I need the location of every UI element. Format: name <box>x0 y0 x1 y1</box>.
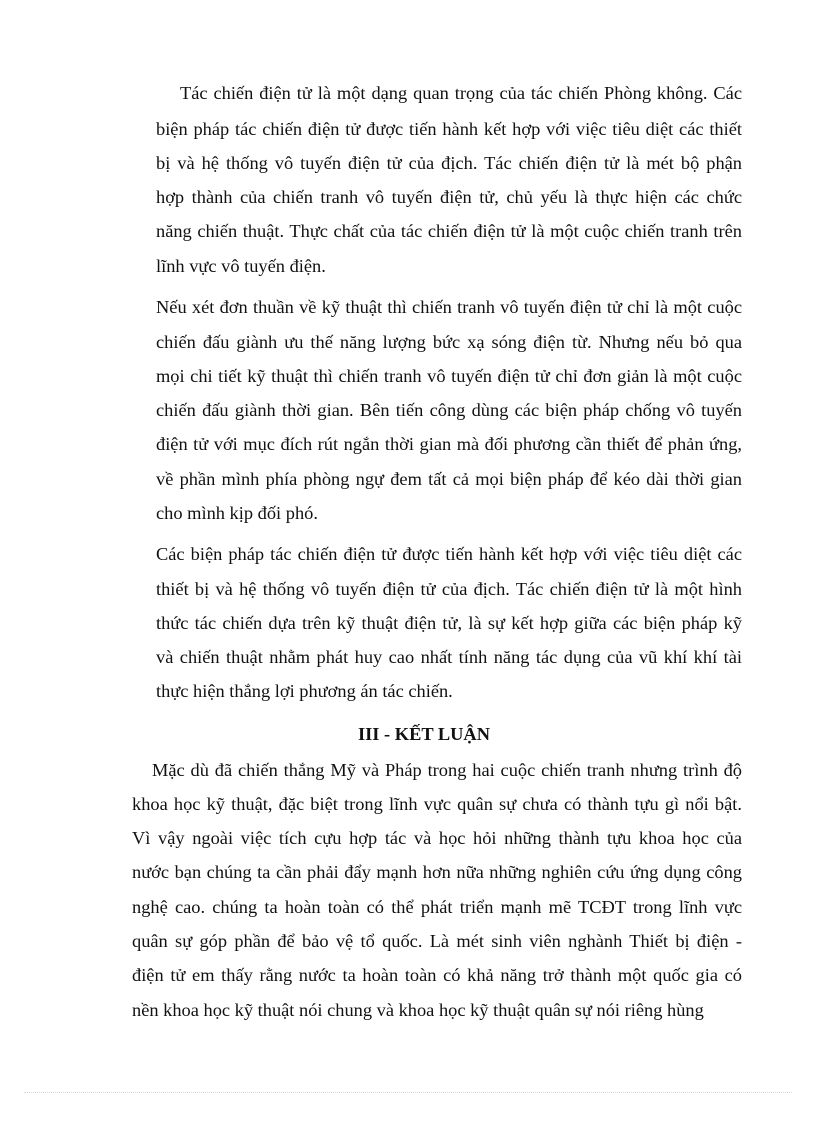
text-line: nước bạn chúng ta cần phải đẩy mạnh hơn nữa những nghiên cứu ứng dụng công <box>132 862 742 882</box>
text-line: khoa học kỹ thuật, đặc biệt trong lĩnh vực quân sự chưa có thành tựu gì nổi bật. <box>132 794 742 814</box>
text-line: thiết bị và hệ thống vô tuyến điện tử của địch. Tác chiến điện tử là một hình <box>156 579 742 599</box>
text-line: Tác chiến điện tử là một dạng quan trọng của tác chiến Phòng không. Các <box>180 83 742 103</box>
text-line: thức tác chiến dựa trên kỹ thuật điện tử, là sự kết hợp giữa các biện pháp kỹ <box>156 613 742 633</box>
text-line: mọi chi tiết kỹ thuật thì chiến tranh vô tuyến điện tử chỉ đơn giản là một cuộc <box>156 366 742 386</box>
text-line: chiến đấu giành thời gian. Bên tiến công dùng các biện pháp chống vô tuyến <box>156 400 742 420</box>
text-line: nền khoa học kỹ thuật nói chung và khoa học kỹ thuật quân sự nói riêng hùng <box>132 1000 704 1020</box>
text-line: bị và hệ thống vô tuyến điện tử của địch. Tác chiến điện tử là mét bộ phận <box>156 153 742 173</box>
text-line: chiến đấu giành ưu thế năng lượng bức xạ sóng điện từ. Nhưng nếu bỏ qua <box>156 332 742 352</box>
text-line: Mặc dù đã chiến thắng Mỹ và Pháp trong hai cuộc chiến tranh nhưng trình độ <box>152 760 742 780</box>
text-line: Vì vậy ngoài việc tích cựu hợp tác và học hỏi những thành tựu khoa học của <box>132 828 742 848</box>
text-line: cho mình kịp đối phó. <box>156 503 318 523</box>
text-line: Các biện pháp tác chiến điện tử được tiến hành kết hợp với việc tiêu diệt các <box>156 544 742 564</box>
text-line: điện tử em thấy rằng nước ta hoàn toàn có khả năng trở thành một quốc gia có <box>132 965 742 985</box>
text-line: quân sự góp phần để bảo vệ tổ quốc. Là mét sinh viên nghành Thiết bị điện - <box>132 931 742 951</box>
text-line: lĩnh vực vô tuyến điện. <box>156 256 326 276</box>
section-heading: III - KẾT LUẬN <box>357 724 490 744</box>
text-line: năng chiến thuật. Thực chất của tác chiến điện tử là một cuộc chiến tranh trên <box>156 221 742 241</box>
text-line: và chiến thuật nhằm phát huy cao nhất tính năng tác dụng của vũ khí khí tài <box>156 647 742 667</box>
text-line: nghệ cao. chúng ta hoàn toàn có thể phát triển mạnh mẽ TCĐT trong lĩnh vực <box>132 897 742 917</box>
text-line: Nếu xét đơn thuần về kỹ thuật thì chiến tranh vô tuyến điện tử chỉ là một cuộc <box>156 297 742 317</box>
text-line: về phần mình phía phòng ngự đem tất cả mọi biện pháp để kéo dài thời gian <box>156 469 742 489</box>
text-line: điện tử với mục đích rút ngắn thời gian mà đối phương cần thiết để phản ứng, <box>156 434 742 454</box>
text-line: thực hiện thắng lợi phương án tác chiến. <box>156 681 453 701</box>
text-line: biện pháp tác chiến điện tử được tiến hành kết hợp với việc tiêu diệt các thiết <box>156 119 742 139</box>
text-line: hợp thành của chiến tranh vô tuyến điện tử, chủ yếu là thực hiện các chức <box>156 187 742 207</box>
page-bottom-rule <box>24 1092 792 1093</box>
